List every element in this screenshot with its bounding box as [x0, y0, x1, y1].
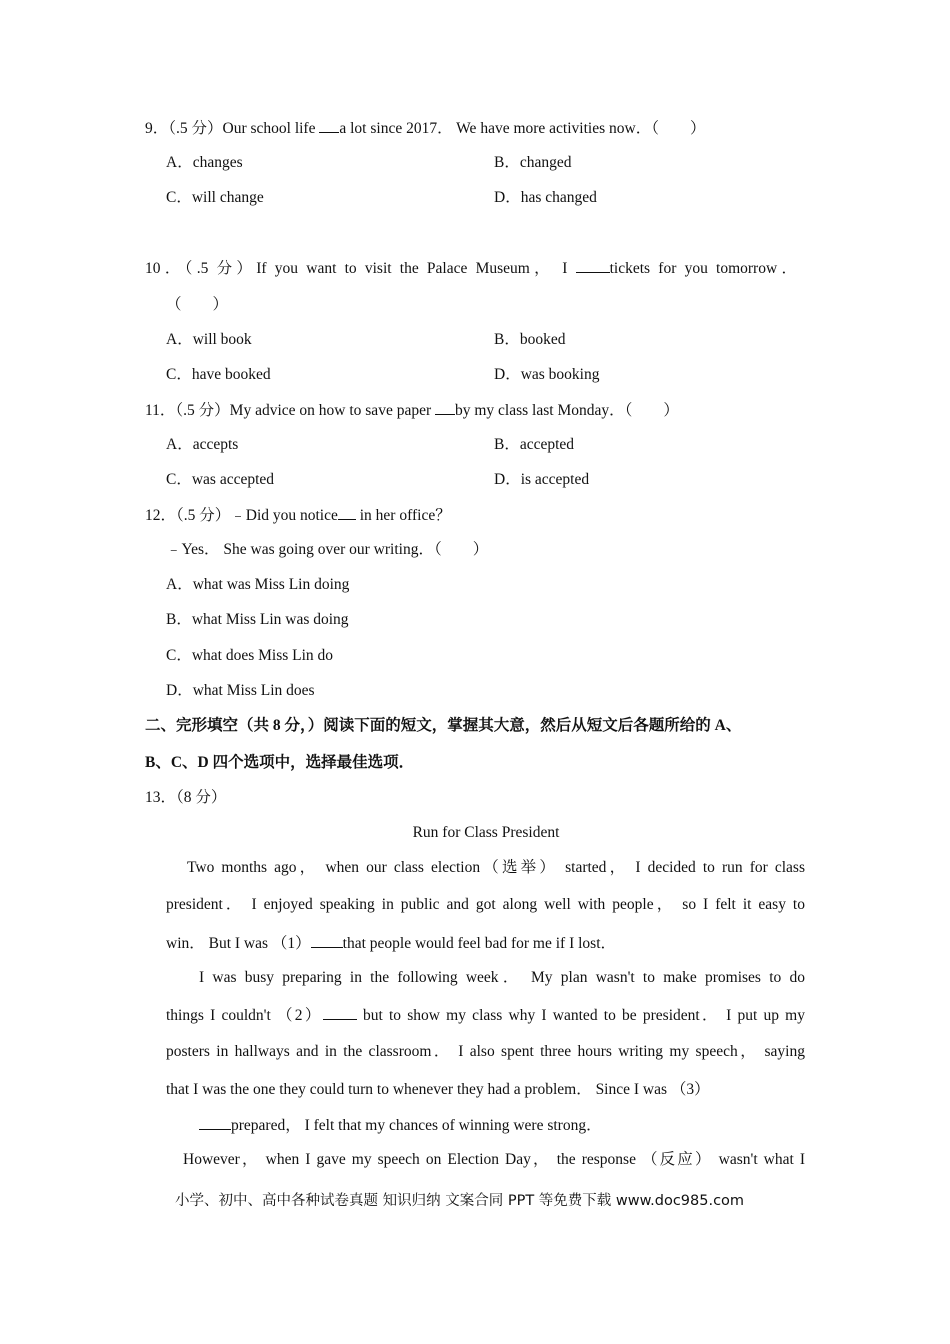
option-d: D．what Miss Lin does [166, 682, 315, 699]
answer-parenthesis: （ ） [166, 296, 229, 313]
option-c: C．was accepted [166, 471, 275, 488]
option-a: A．what was Miss Lin doing [166, 576, 350, 593]
option-b: B．accepted [494, 436, 575, 453]
passage-line: win． But I was （1） that people would feel bad for me if I lost． [166, 935, 616, 952]
passage-line: that I was the one they could turn to whenever they had a problem． Since I was （3） [166, 1081, 710, 1098]
question-9-stem: 9．（.5 分）Our school life a lot since 2017． We have more activities now．（ ） [145, 120, 706, 137]
passage-line: things I couldn't （2） but to show my class why I wanted to be president． I put up my [166, 1007, 805, 1024]
page-footer: 小学、初中、高中各种试卷真题 知识归纳 文案合同 PPT 等免费下载 www.doc985.com [175, 1193, 745, 1209]
question-11-stem: 11．（.5 分）My advice on how to save paper by my class last Monday．（ ） [145, 402, 679, 419]
passage-line: prepared， I felt that my chances of winning were strong． [199, 1115, 602, 1136]
option-d: D．has changed [494, 189, 597, 206]
option-c: C．what does Miss Lin do [166, 647, 334, 664]
question-10-stem: 10．（.5 分）If you want to visit the Palace Museum， I tickets for you tomorrow． [145, 260, 797, 277]
question-13-label: 13．（8 分） [145, 789, 227, 806]
passage-line: president． I enjoyed speaking in public and got along well with people， so I felt it easy to [166, 896, 805, 913]
answer-blank [576, 258, 610, 273]
passage-line: I was busy preparing in the following week． My plan wasn't to make promises to do [199, 969, 805, 986]
passage-title: Run for Class President [412, 824, 560, 841]
passage-line: posters in hallways and in the classroom． I also spent three hours writing my speech， saying [166, 1043, 805, 1060]
option-d: D．is accepted [494, 471, 590, 488]
answer-blank [338, 505, 356, 520]
section-heading-line-1: 二、完形填空（共 8 分，）阅读下面的短文，掌握其大意，然后从短文后各题所给的 A、 [145, 717, 742, 734]
passage-line: Two months ago， when our class election（选举） started， I decided to run for class [187, 859, 805, 876]
option-b: B．booked [494, 331, 566, 348]
answer-blank-2 [323, 1005, 357, 1020]
question-12-stem: 12．（.5 分）﹣Did you notice in her office？ [145, 507, 451, 524]
option-d: D．was booking [494, 366, 600, 383]
answer-blank-1 [311, 933, 343, 948]
option-b: B．changed [494, 154, 572, 171]
option-a: A．will book [166, 331, 252, 348]
option-b: B．what Miss Lin was doing [166, 611, 349, 628]
answer-blank [319, 118, 339, 133]
option-c: C．will change [166, 189, 264, 206]
answer-blank [435, 400, 455, 415]
passage-line: However， when I gave my speech on Election Day， the response （反应） wasn't what I [183, 1151, 805, 1168]
option-a: A．accepts [166, 436, 239, 453]
question-12-reply: ﹣Yes． She was going over our writing．（ ） [166, 541, 489, 558]
section-heading-line-2: B、C、D 四个选项中，选择最佳选项． [145, 754, 415, 771]
option-a: A．changes [166, 154, 243, 171]
answer-blank-3 [199, 1115, 231, 1130]
option-c: C．have booked [166, 366, 271, 383]
